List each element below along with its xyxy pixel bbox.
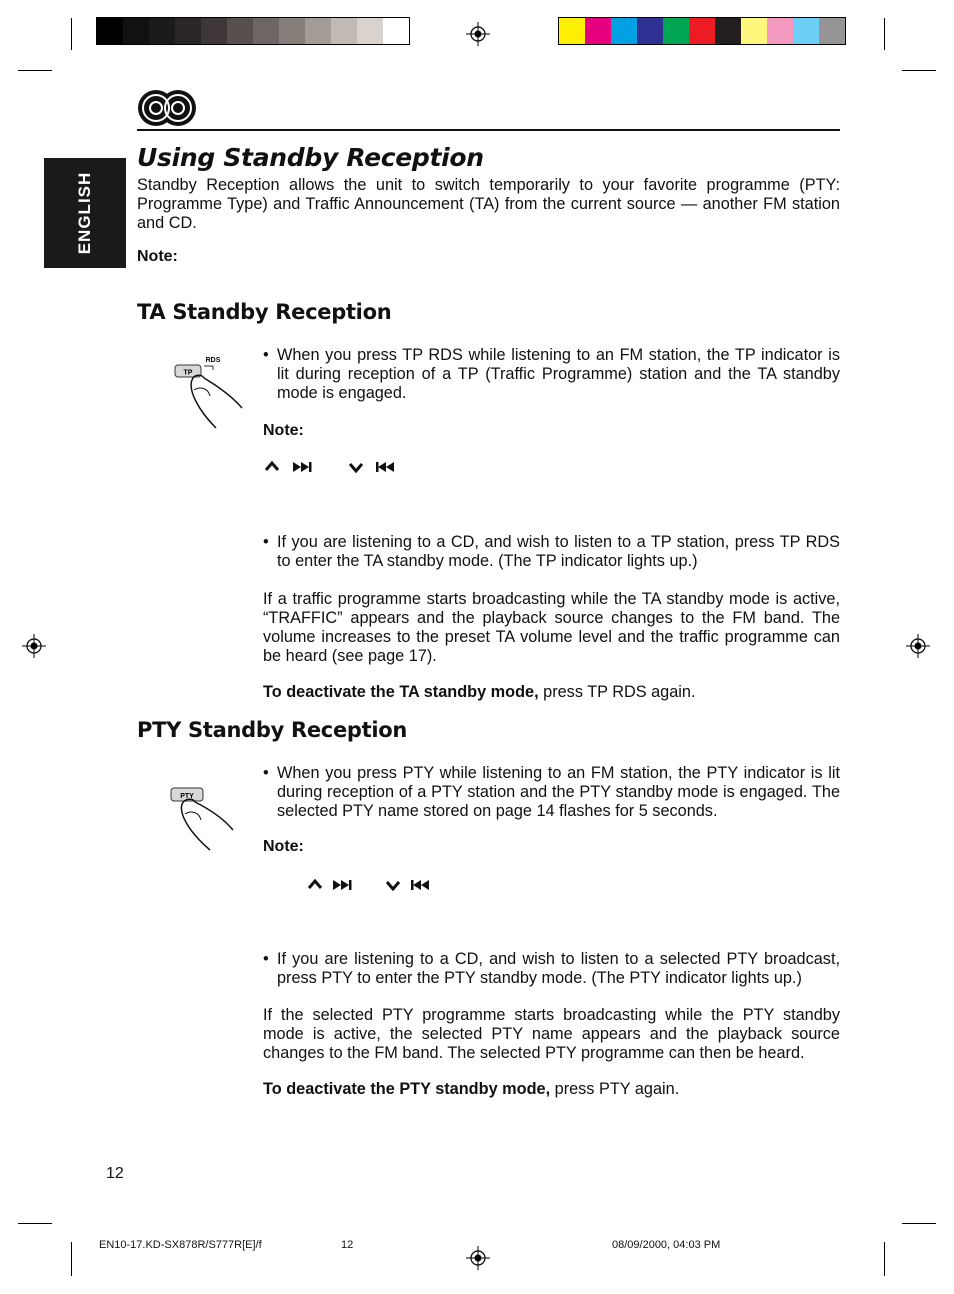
pty-bullet-1: • When you press PTY while listening to an FM station, the PTY indicator is lit during reception of a PTY station and the PTY standby mode is engaged. The selected PTY name stored on page 14 flashes for 5 seconds. — [263, 764, 840, 821]
pty-note: Note: — [263, 838, 304, 855]
page-title: Using Standby Reception — [137, 143, 484, 172]
intro-note: Note: — [137, 248, 178, 265]
ta-note: Note: — [263, 422, 304, 439]
pty-button-illustration — [165, 780, 245, 854]
color-swatch — [201, 18, 227, 44]
color-swatch — [97, 18, 123, 44]
ta-deactivate-rest: press TP RDS again. — [538, 683, 696, 701]
grayscale-bar — [96, 17, 410, 45]
pty-bullet-2: • If you are listening to a CD, and wish to listen to a selected PTY broadcast, press PTY to enter the PTY standby mode. (The PTY indicator lights up.) — [263, 950, 840, 988]
color-swatch — [253, 18, 279, 44]
color-swatch — [175, 18, 201, 44]
color-swatch — [715, 18, 741, 44]
language-tab — [44, 158, 126, 268]
color-swatch — [149, 18, 175, 44]
color-swatch — [585, 18, 611, 44]
pty-paragraph: If the selected PTY programme starts broadcasting while the PTY standby mode is active, the selected PTY name appears and the playback source changes to the FM band. The selected PTY programme can then be heard. — [263, 1006, 840, 1062]
trim-mark — [902, 1223, 936, 1224]
seek-keys-icon — [307, 876, 442, 894]
color-swatch — [819, 18, 845, 44]
trim-mark — [71, 1242, 72, 1276]
tp-rds-button-illustration — [170, 350, 250, 432]
registration-mark-icon — [466, 1246, 490, 1270]
trim-mark — [18, 1223, 52, 1224]
color-swatch — [663, 18, 689, 44]
color-swatch — [793, 18, 819, 44]
color-swatch — [383, 18, 409, 44]
language-tab-label: ENGLISH — [75, 171, 94, 255]
color-swatch — [559, 18, 585, 44]
registration-mark-icon — [22, 634, 46, 658]
footer-file: EN10-17.KD-SX878R/S777R[E]/f — [99, 1239, 262, 1251]
tp-button-label: TP — [183, 369, 193, 377]
trim-mark — [902, 70, 936, 71]
trim-mark — [71, 18, 72, 50]
rds-button-label: RDS — [205, 357, 221, 364]
pty-deactivate — [263, 1080, 840, 1099]
trim-mark — [884, 1242, 885, 1276]
color-swatch — [637, 18, 663, 44]
color-swatch — [279, 18, 305, 44]
ta-heading: TA Standby Reception — [137, 300, 392, 324]
page-number: 12 — [106, 1165, 124, 1182]
ta-paragraph: If a traffic programme starts broadcasting while the TA standby mode is active, “TRAFFIC” appears and the playback source changes to the FM band. The volume increases to the preset TA volume level and the traffic programme can be heard (see page 17). — [263, 590, 840, 665]
trim-mark — [884, 18, 885, 50]
color-swatch — [611, 18, 637, 44]
color-swatch — [331, 18, 357, 44]
registration-mark-icon — [906, 634, 930, 658]
color-swatch — [123, 18, 149, 44]
color-swatch — [305, 18, 331, 44]
ta-bullet-2: • If you are listening to a CD, and wish to listen to a TP station, press TP RDS to enter the TA standby mode. (The TP indicator lights up.) — [263, 533, 840, 571]
ta-bullet-1: • When you press TP RDS while listening to an FM station, the TP indicator is lit during reception of a TP (Traffic Programme) station and the TA standby mode is engaged. — [263, 346, 840, 403]
color-swatch — [357, 18, 383, 44]
footer-date: 08/09/2000, 04:03 PM — [612, 1239, 721, 1251]
dual-disc-logo-icon — [136, 88, 198, 128]
pty-button-label: PTY — [180, 793, 194, 800]
color-swatch — [227, 18, 253, 44]
pty-heading: PTY Standby Reception — [137, 718, 408, 742]
color-bar — [558, 17, 846, 45]
header-rule — [137, 129, 840, 131]
pty-deactivate-bold: To deactivate the PTY standby mode, — [263, 1080, 551, 1098]
color-swatch — [767, 18, 793, 44]
pty-deactivate-rest: press PTY again. — [550, 1080, 680, 1098]
footer-page: 12 — [341, 1239, 354, 1251]
color-swatch — [689, 18, 715, 44]
ta-deactivate-bold: To deactivate the TA standby mode, — [263, 683, 539, 701]
registration-mark-icon — [466, 22, 490, 46]
intro-text: Standby Reception allows the unit to switch temporarily to your favorite programme (PTY: Programme Type) and Traffic Announcement (TA) from the current source — another FM station and CD. — [137, 176, 840, 232]
seek-keys-icon — [264, 458, 409, 476]
ta-deactivate — [263, 683, 840, 702]
trim-mark — [18, 70, 52, 71]
color-swatch — [741, 18, 767, 44]
